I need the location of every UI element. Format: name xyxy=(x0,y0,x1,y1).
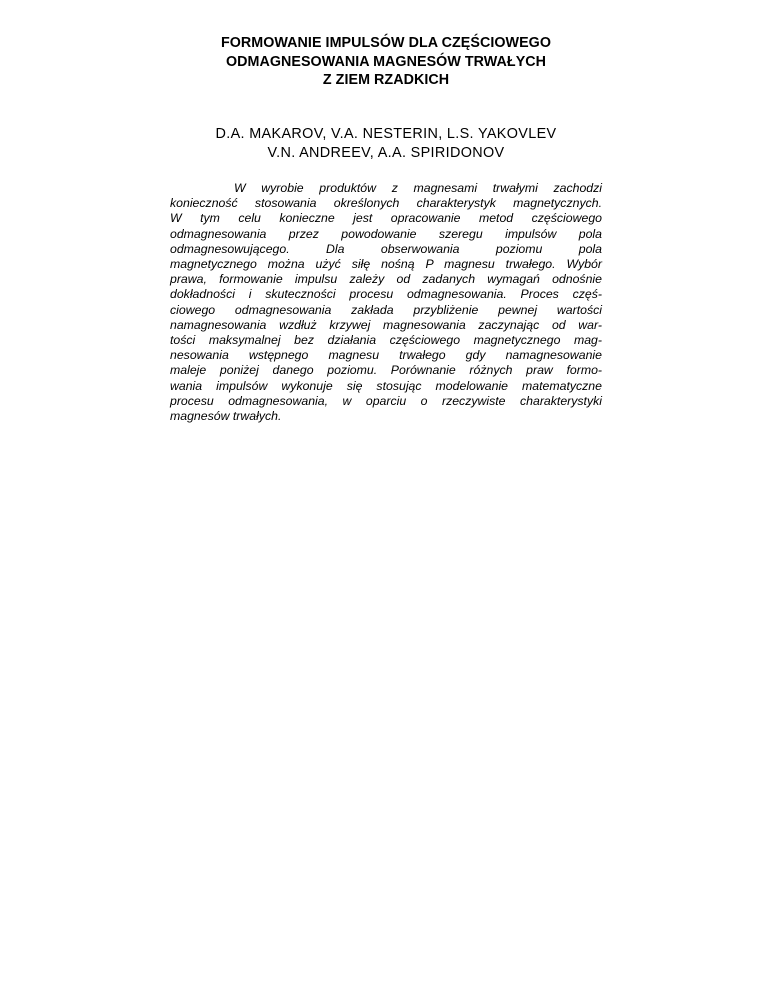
abstract-line: prawa, formowanie impulsu zależy od zadanych wymagań odnośnie xyxy=(170,272,602,287)
abstract-line: W tym celu konieczne jest opracowanie metod częściowego xyxy=(170,211,602,226)
abstract-line: wania impulsów wykonuje się stosując modelowanie matematyczne xyxy=(170,378,602,393)
abstract-line: nesowania wstępnego magnesu trwałego gdy namagnesowanie xyxy=(170,348,602,363)
abstract-line: tości maksymalnej bez działania częściowego magnetycznego mag- xyxy=(170,333,602,348)
abstract-line: odmagnesowującego. Dla obserwowania poziomu pola xyxy=(170,241,602,256)
abstract-line: procesu odmagnesowania, w oparciu o rzeczywiste charakterystyki xyxy=(170,393,602,408)
author-line: V.N. ANDREEV, A.A. SPIRIDONOV xyxy=(267,145,505,161)
title-line: FORMOWANIE IMPULSÓW DLA CZĘŚCIOWEGO xyxy=(220,35,552,51)
paper-title xyxy=(170,34,602,90)
abstract-line: maleje poniżej danego poziomu. Porównanie różnych praw formo- xyxy=(170,363,602,378)
abstract-line: magnesów trwałych. xyxy=(170,409,282,424)
abstract-line: odmagnesowania przez powodowanie szeregu impulsów pola xyxy=(170,226,602,241)
abstract-line: namagnesowania wzdłuż krzywej magnesowania zaczynając od war- xyxy=(170,317,602,332)
abstract-line: ciowego odmagnesowania zakłada przybliżenie pewnej wartości xyxy=(170,302,602,317)
abstract-line: konieczność stosowania określonych charakterystyk magnetycznych. xyxy=(170,196,602,211)
abstract-line: W wyrobie produktów z magnesami trwałymi zachodzi xyxy=(234,181,602,195)
author-list xyxy=(170,125,602,163)
title-line: ODMAGNESOWANIA MAGNESÓW TRWAŁYCH xyxy=(225,53,547,70)
author-line: D.A. MAKAROV, V.A. NESTERIN, L.S. YAKOVLEV xyxy=(215,126,557,142)
title-line: Z ZIEM RZADKICH xyxy=(322,72,450,88)
abstract-line: dokładności i skuteczności procesu odmagnesowania. Proces częś- xyxy=(170,287,602,302)
abstract-line: magnetycznego można użyć siłę nośną P magnesu trwałego. Wybór xyxy=(170,257,602,272)
abstract-paragraph xyxy=(170,181,602,424)
